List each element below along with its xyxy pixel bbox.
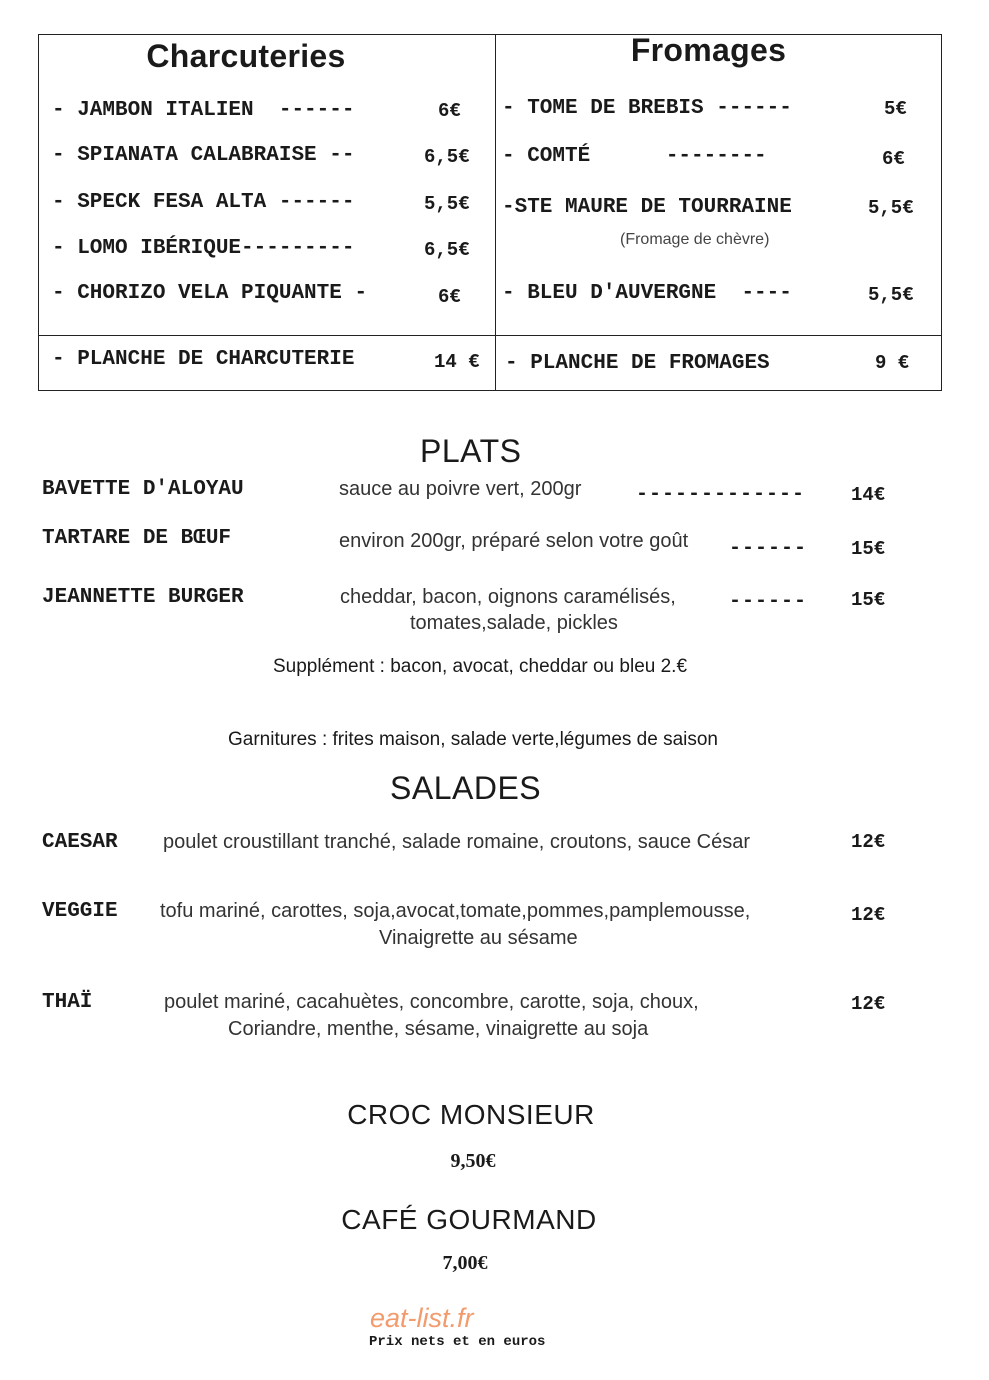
charcuterie-item-5: - CHORIZO VELA PIQUANTE -	[52, 282, 368, 305]
croc-title: CROC MONSIEUR	[347, 1099, 595, 1130]
watermark-logo: eat-list.fr	[370, 1303, 474, 1333]
salade-desc-3: poulet mariné, cacahuètes, concombre, carotte, soja, choux,	[164, 991, 699, 1013]
charcuterie-item-3: - SPECK FESA ALTA ------	[52, 191, 355, 214]
plat-price-3: 15€	[851, 589, 886, 611]
fromages-title: Fromages	[630, 32, 787, 68]
charcuterie-price-1: 6€	[438, 100, 461, 122]
fromage-price-2: 6€	[882, 148, 905, 170]
salade-price-1: 12€	[851, 831, 886, 853]
charcuterie-price-2: 6,5€	[424, 146, 470, 168]
planche-fromages: - PLANCHE DE FROMAGES	[505, 352, 770, 375]
croc-price: 9,50€	[450, 1150, 496, 1172]
plat-desc-2: environ 200gr, préparé selon votre goût	[339, 530, 689, 552]
salade-name-2: VEGGIE	[42, 900, 118, 923]
plat-desc-1: sauce au poivre vert, 200gr	[339, 478, 582, 500]
salade-name-3: THAÏ	[42, 991, 93, 1014]
fromage-price-3: 5,5€	[868, 197, 914, 219]
plat-dash-2: ------	[729, 537, 808, 560]
salade-price-2: 12€	[851, 904, 886, 926]
salade-price-3: 12€	[851, 993, 886, 1015]
fromage-item-2: - COMTÉ --------	[502, 145, 767, 168]
salades-title: SALADES	[390, 770, 542, 806]
cafe-title: CAFÉ GOURMAND	[341, 1204, 597, 1235]
plat-desc-3b: tomates,salade, pickles	[410, 612, 618, 634]
cafe-price: 7,00€	[442, 1252, 488, 1274]
fromage-price-1: 5€	[884, 98, 907, 120]
fromage-item-1: - TOME DE BREBIS ------	[502, 97, 792, 120]
charcuterie-item-4: - LOMO IBÉRIQUE---------	[52, 237, 355, 260]
salade-desc-3b: Coriandre, menthe, sésame, vinaigrette au soja	[228, 1018, 649, 1040]
fromage-price-4: 5,5€	[868, 284, 914, 306]
plats-title: PLATS	[420, 433, 522, 469]
salade-name-1: CAESAR	[42, 831, 118, 854]
plat-dash-1: -------------	[636, 483, 806, 506]
plat-dash-3: ------	[729, 590, 808, 613]
charcuterie-item-1: - JAMBON ITALIEN ------	[52, 99, 355, 122]
salade-desc-2b: Vinaigrette au sésame	[379, 927, 578, 949]
plat-price-2: 15€	[851, 538, 886, 560]
planche-charcuterie-price: 14 €	[434, 351, 480, 373]
plat-name-2: TARTARE DE BŒUF	[42, 527, 232, 550]
plat-desc-3: cheddar, bacon, oignons caramélisés,	[340, 586, 676, 608]
fromage-item-3: -STE MAURE DE TOURRAINE	[502, 196, 792, 219]
charcuterie-price-5: 6€	[438, 286, 461, 308]
garnitures-note: Garnitures : frites maison, salade verte,légumes de saison	[227, 729, 718, 750]
planche-charcuterie: - PLANCHE DE CHARCUTERIE	[52, 348, 355, 371]
fromage-item-4: - BLEU D'AUVERGNE ----	[502, 282, 792, 305]
footer-note: Prix nets et en euros	[369, 1334, 546, 1350]
charcuteries-title: Charcuteries	[146, 38, 346, 74]
fromage-note: (Fromage de chèvre)	[620, 231, 770, 248]
charcuterie-price-4: 6,5€	[424, 239, 470, 261]
planche-fromages-price: 9 €	[875, 352, 910, 374]
plat-name-3: JEANNETTE BURGER	[42, 586, 244, 609]
plat-price-1: 14€	[851, 484, 886, 506]
charcuterie-item-2: - SPIANATA CALABRAISE --	[52, 144, 355, 167]
salade-desc-1: poulet croustillant tranché, salade romaine, croutons, sauce César	[163, 831, 750, 853]
salade-desc-2: tofu mariné, carottes, soja,avocat,tomate,pommes,pamplemousse,	[160, 900, 751, 922]
plat-name-1: BAVETTE D'ALOYAU	[42, 478, 244, 501]
charcuterie-price-3: 5,5€	[424, 193, 470, 215]
supplement-note: Supplément : bacon, avocat, cheddar ou bleu 2.€	[272, 656, 688, 677]
